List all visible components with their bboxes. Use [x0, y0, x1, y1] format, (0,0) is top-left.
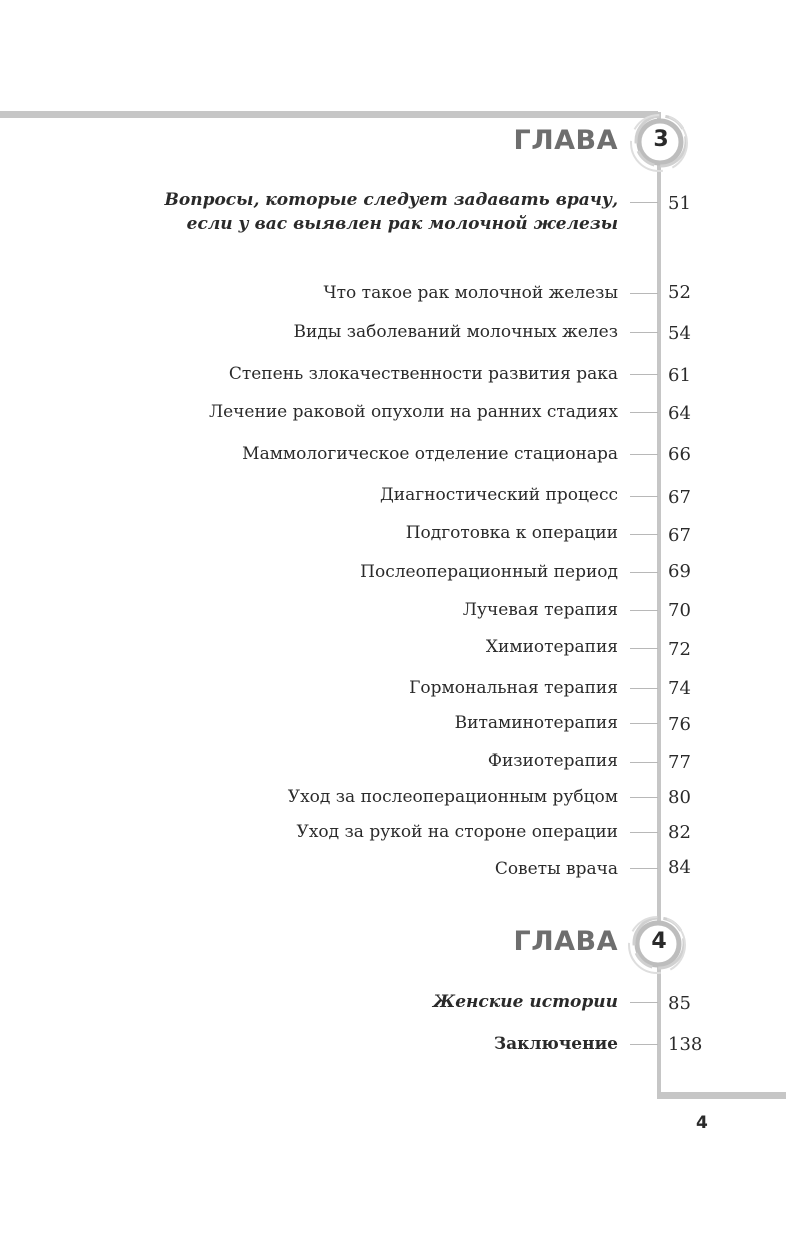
toc-leader-tick: [630, 374, 658, 375]
toc-leader-tick: [630, 412, 658, 413]
toc-entry-title: Степень злокачественности развития рака: [228, 364, 618, 384]
toc-page-number: 67: [668, 525, 691, 546]
bottom-rule: [657, 1092, 786, 1099]
toc-leader-tick: [630, 454, 658, 455]
toc-entry-title: Виды заболеваний молочных желез: [293, 322, 618, 342]
chapter-4-badge: [627, 913, 691, 977]
toc-page-number: 85: [668, 993, 691, 1014]
toc-page-number: 64: [668, 403, 691, 424]
toc-page-number: 66: [668, 444, 691, 465]
toc-leader-tick: [630, 762, 658, 763]
chapter-3-badge: [629, 111, 693, 175]
chapter-3-number: 3: [653, 127, 669, 152]
toc-leader-tick: [630, 534, 658, 535]
toc-page-number: 76: [668, 714, 691, 735]
toc-page-number: 77: [668, 752, 691, 773]
toc-page-number: 138: [668, 1034, 703, 1055]
toc-entry-title: Маммологическое отделение стационара: [242, 444, 618, 464]
chapter-3-label: ГЛАВА: [513, 125, 618, 156]
toc-page-number: 72: [668, 639, 691, 660]
toc-leader-tick: [630, 202, 658, 203]
toc-leader-tick: [630, 648, 658, 649]
toc-page-number: 54: [668, 323, 691, 344]
toc-page-number: 67: [668, 487, 691, 508]
toc-leader-tick: [630, 868, 658, 869]
toc-leader-tick: [630, 797, 658, 798]
toc-page-number: 52: [668, 282, 691, 303]
toc-entry-title: Лучевая терапия: [462, 600, 618, 620]
toc-page-number: 51: [668, 193, 691, 214]
toc-leader-tick: [630, 1044, 658, 1045]
toc-entry-title: Витаминотерапия: [454, 713, 618, 733]
toc-page-number: 70: [668, 600, 691, 621]
toc-entry-title: Диагностический процесс: [379, 485, 618, 505]
chapter-4-number: 4: [651, 929, 667, 954]
toc-page-number: 80: [668, 787, 691, 808]
toc-entry-title: Подготовка к операции: [405, 523, 618, 543]
toc-entry-title: Лечение раковой опухоли на ранних стадиях: [208, 402, 618, 422]
toc-entry-title: Гормональная терапия: [409, 678, 618, 698]
toc-leader-tick: [630, 723, 658, 724]
toc-entry-title: Заключение: [493, 1034, 618, 1054]
toc-leader-tick: [630, 610, 658, 611]
toc-leader-tick: [630, 496, 658, 497]
toc-entry-title: Физиотерапия: [487, 751, 618, 771]
top-rule: [0, 111, 658, 118]
toc-leader-tick: [630, 293, 658, 294]
toc-entry-title: Послеоперационный период: [360, 562, 618, 582]
toc-entry-title: Что такое рак молочной железы: [323, 283, 618, 303]
toc-page-number: 84: [668, 857, 691, 878]
toc-leader-tick: [630, 572, 658, 573]
toc-leader-tick: [630, 832, 658, 833]
toc-leader-tick: [630, 332, 658, 333]
toc-entry-title: Уход за послеоперационным рубцом: [287, 787, 618, 807]
toc-page-number: 61: [668, 365, 691, 386]
toc-entry-title: Советы врача: [494, 859, 618, 879]
toc-entry-title: Уход за рукой на стороне операции: [296, 822, 618, 842]
chapter-4-label: ГЛАВА: [513, 926, 618, 957]
toc-leader-tick: [630, 688, 658, 689]
toc-page-number: 82: [668, 822, 691, 843]
toc-entry-title: Химиотерапия: [485, 637, 618, 657]
page-folio-number: 4: [696, 1113, 708, 1133]
toc-entry-title: Женские истории: [432, 992, 618, 1012]
toc-page-number: 74: [668, 678, 691, 699]
toc-leader-tick: [630, 1002, 658, 1003]
toc-entry-title: Вопросы, которые следует задавать врачу, если у вас выявлен рак молочной железы: [164, 190, 618, 234]
toc-page-number: 69: [668, 561, 691, 582]
